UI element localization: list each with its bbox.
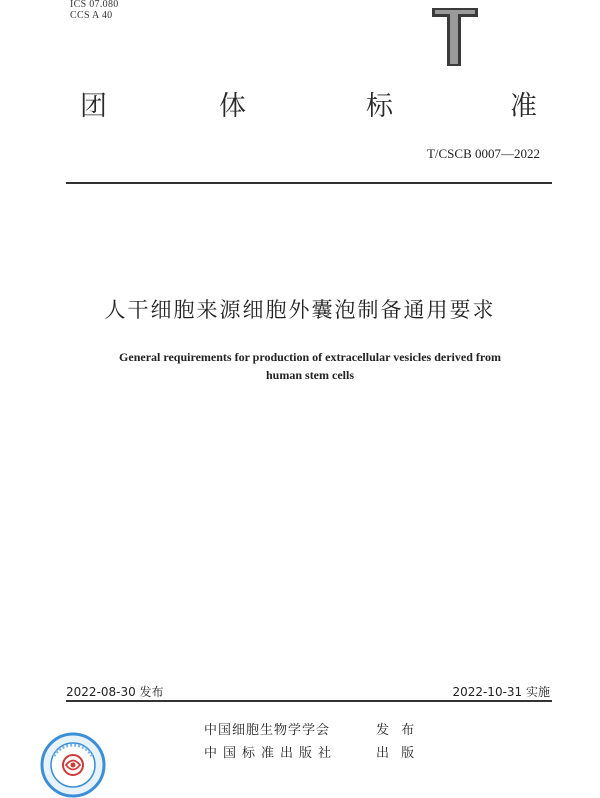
english-title-line-1: General requirements for production of extracellular vesicles derived from: [119, 350, 501, 364]
english-title-line-2: human stem cells: [266, 368, 354, 382]
classification-codes: [70, 0, 119, 21]
ccs-code: CCS A 40: [70, 10, 113, 21]
category-char-2: 体: [219, 91, 246, 122]
top-divider: [66, 182, 552, 184]
bottom-divider: [66, 700, 552, 702]
ics-code: ICS 07.080: [70, 0, 119, 10]
chinese-title: 人干细胞来源细胞外囊泡制备通用要求: [104, 298, 496, 322]
category-char-3: 标: [366, 91, 393, 122]
category-char-1: 团: [80, 91, 107, 122]
standard-number: T/CSCB 0007—2022: [426, 146, 540, 161]
publish-date: 2022-08-30 发布: [66, 685, 164, 699]
implement-date: 2022-10-31 实施: [452, 685, 550, 699]
category-char-4: 准: [510, 91, 537, 122]
issuer-action: 发 布: [376, 723, 419, 738]
issuer-name: 中国细胞生物学学会: [204, 723, 331, 738]
press-name: 中国标准出版社: [204, 746, 338, 761]
society-seal-icon: [40, 732, 106, 798]
standard-type-logo: [432, 8, 478, 66]
press-action: 出 版: [376, 746, 419, 761]
english-title: [70, 348, 550, 384]
